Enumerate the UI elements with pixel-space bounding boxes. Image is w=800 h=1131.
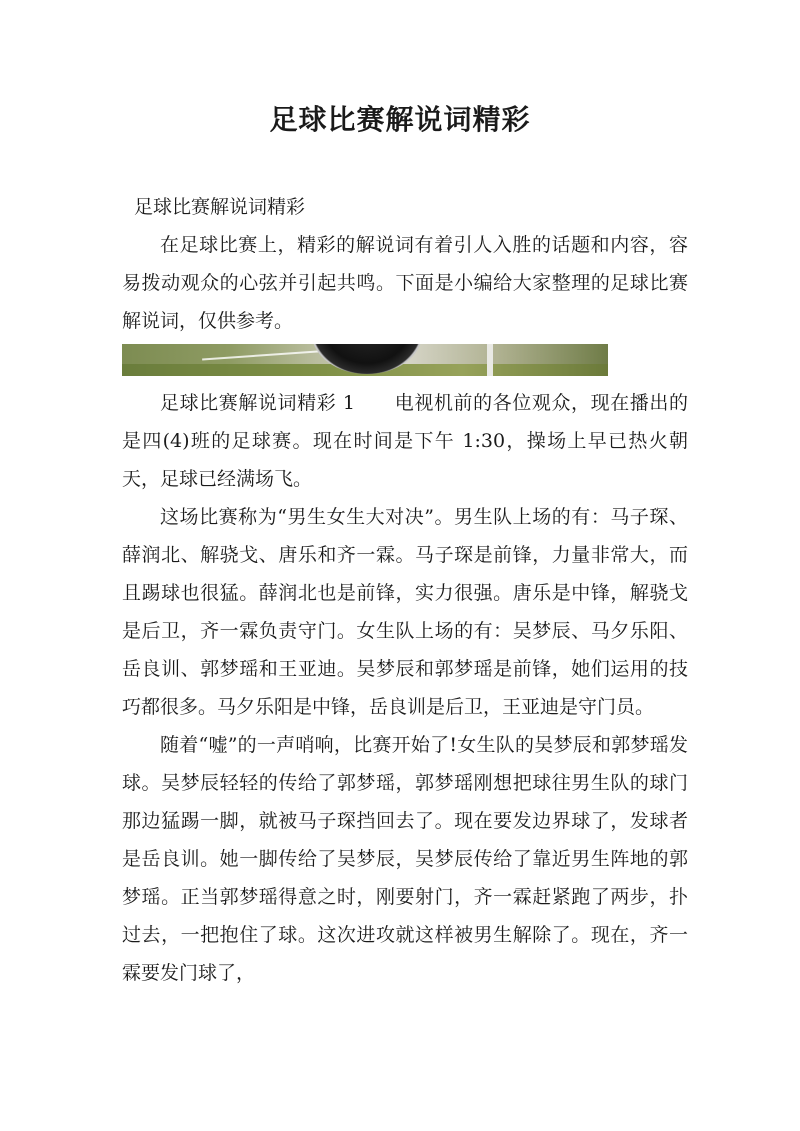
document-subtitle: 足球比赛解说词精彩 bbox=[134, 196, 306, 218]
field-line bbox=[202, 349, 332, 360]
intro-paragraph: 在足球比赛上，精彩的解说词有着引人入胜的话题和内容，容易拨动观众的心弦并引起共鸣。下面是小编给大家整理的足球比赛解说词，仅供参考。 bbox=[122, 234, 688, 332]
document-body bbox=[122, 188, 688, 992]
soccer-ball-photo-icon bbox=[122, 344, 608, 376]
document-title: 足球比赛解说词精彩 bbox=[269, 103, 531, 136]
section1-paragraph bbox=[122, 384, 688, 498]
goal-post bbox=[487, 344, 493, 376]
section1-lead: 电视机前的各位观众，现在播出的是四(4)班的足球赛。现在时间是下午 1:30，操场上早已热火朝天，足球已经满场飞。 bbox=[122, 392, 688, 490]
section1-heading: 足球比赛解说词精彩 1 bbox=[160, 392, 355, 414]
lineup-paragraph: 这场比赛称为“男生女生大对决”。男生队上场的有：马子琛、薛润北、解骁戈、唐乐和齐一霖。马子琛是前锋，力量非常大，而且踢球也很猛。薛润北也是前锋，实力很强。唐乐是中锋，解骁戈是后卫，齐一霖负责守门。女生队上场的有：吴梦辰、马夕乐阳、岳良训、郭梦瑶和王亚迪。吴梦辰和郭梦瑶是前锋，她们运用的技巧都很多。马夕乐阳是中锋，岳良训是后卫，王亚迪是守门员。 bbox=[122, 506, 688, 718]
match-paragraph: 随着“嘘”的一声哨响，比赛开始了!女生队的吴梦辰和郭梦瑶发球。吴梦辰轻轻的传给了郭梦瑶，郭梦瑶刚想把球往男生队的球门那边猛踢一脚，就被马子琛挡回去了。现在要发边界球了，发球者是岳良训。她一脚传给了吴梦辰，吴梦辰传给了靠近男生阵地的郭梦瑶。正当郭梦瑶得意之时，刚要射门，齐一霖赶紧跑了两步，扑过去，一把抱住了球。这次进攻就这样被男生解除了。现在，齐一霖要发门球了， bbox=[122, 734, 688, 984]
